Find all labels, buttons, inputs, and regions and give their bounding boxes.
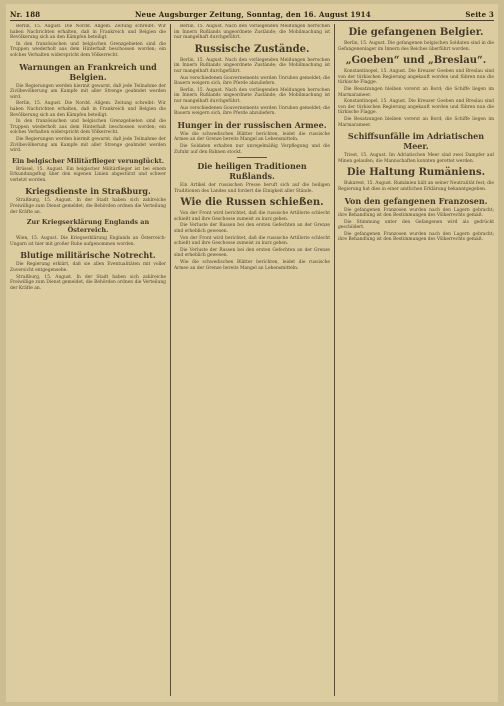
article-paragraph: Die Soldaten erhalten nur unregelmäßig Verpflegung und die Zufuhr auf den Bahnen stockt. — [174, 143, 330, 155]
headline: Ein belgischer Militärflieger verunglückt. — [12, 156, 164, 165]
article-paragraph: Berlin, 15. August. Die Nordd. Allgem. Zeitung schreibt: Wir haben Nachrichten erhalten, daß in Frankreich und Belgien die Bevölkerung sich an den Kämpfen beteiligt. — [10, 101, 166, 118]
column-middle — [174, 24, 330, 696]
column-divider — [334, 24, 335, 696]
article-paragraph: Berlin, 15. August. Die Nordd. Allgem. Zeitung schreibt: Wir haben Nachrichten erhalten, daß in Frankreich und Belgien die Bevölkerung sich an den Kämpfen beteiligt. — [10, 24, 166, 41]
article-paragraph: Die Regierungen werden hiermit gewarnt, daß jede Teilnahme der Zivilbevölkerung am Kampfe mit aller Strenge geahndet werden wird. — [10, 83, 166, 100]
headline: Zur Kriegserklärung Englands an Österreich. — [26, 218, 150, 235]
article-paragraph: Berlin, 15. August. Nach den vorliegenden Meldungen herrschen im Innern Rußlands ungeordnete Zustände; die Mobilmachung ist nur mangelhaft durchgeführt. — [174, 24, 330, 41]
headline: Russische Zustände. — [194, 43, 310, 55]
headline: Die gefangenen Belgier. — [348, 27, 484, 38]
headline: Kriegsdienste in Straßburg. — [25, 186, 151, 197]
headline: Die heiligen Traditionen Rußlands. — [197, 161, 307, 182]
article-paragraph: Wien, 15. August. Die Kriegserklärung Englands an Österreich-Ungarn ist hier mit großer Ruhe aufgenommen worden. — [10, 236, 166, 247]
article-paragraph: Die Besatzungen bleiben vorerst an Bord; die Schiffe liegen im Marmarameer. — [338, 86, 494, 98]
headline: Wie die Russen schießen. — [180, 197, 324, 209]
article-paragraph: In den französischen und belgischen Grenzgebieten sind die Truppen wiederholt aus dem Hinterhalt beschossen worden; ein solches Verhalten widerspricht dem Völkerrecht. — [10, 119, 166, 136]
article-paragraph: Die Verluste der Russen bei den ersten Gefechten an der Grenze sind erheblich gewesen. — [174, 223, 330, 235]
article-paragraph: Die Regierungen werden hiermit gewarnt, daß jede Teilnahme der Zivilbevölkerung am Kampfe mit aller Strenge geahndet werden wird. — [10, 136, 166, 154]
headline: Hunger in der russischen Armee. — [177, 119, 327, 130]
headline: Die Haltung Rumäniens. — [346, 167, 486, 179]
article-paragraph: Aus verschiedenen Gouvernements werden Unruhen gemeldet; die Bauern weigern sich, ihre Pferde abzuliefern. — [174, 75, 330, 87]
article-paragraph: Triest, 15. August. Im Adriatischen Meer sind zwei Dampfer auf Minen gelaufen; die Mannschaften konnten gerettet werden. — [338, 153, 494, 164]
article-paragraph: Berlin, 15. August. Nach den vorliegenden Meldungen herrschen im Innern Rußlands ungeordnete Zustände; die Mobilmachung ist nur mangelhaft durchgeführt. — [174, 57, 330, 74]
masthead-line: Neue Augsburger Zeitung, Sonntag, den 16. August 1914 — [134, 9, 371, 19]
article-paragraph: Ein Artikel der russischen Presse beruft sich auf die heiligen Traditionen des Landes und fordert die Einigkeit aller Stände. — [174, 183, 330, 194]
separator — [237, 157, 267, 158]
article-paragraph: Straßburg, 15. August. In der Stadt haben sich zahlreiche Freiwillige zum Dienst gemeldet; die Behörden ordnen die Verteilung der Kräfte an. — [10, 198, 166, 215]
article-paragraph: Konstantinopel, 15. August. Die Kreuzer Goeben und Breslau sind von der türkischen Regierung angekauft worden und führen nun die türkische Flagge. — [338, 99, 494, 116]
article-paragraph: Die Besatzungen bleiben vorerst an Bord; die Schiffe liegen im Marmarameer. — [338, 116, 494, 128]
article-paragraph: Die Stimmung unter den Gefangenen wird als gedrückt geschildert. — [338, 219, 494, 231]
article-paragraph: In den französischen und belgischen Grenzgebieten sind die Truppen wiederholt aus dem Hinterhalt beschossen worden; ein solches Verhalten widerspricht dem Völkerrecht. — [10, 41, 166, 58]
article-paragraph: Von der Front wird berichtet, daß die russische Artillerie schlecht schießt und ihre Geschosse zumeist zu kurz gehen. — [174, 211, 330, 222]
article-paragraph: Berlin, 15. August. Nach den vorliegenden Meldungen herrschen im Innern Rußlands ungeordnete Zustände; die Mobilmachung ist nur mangelhaft durchgeführt. — [174, 87, 330, 104]
headline: „Goeben“ und „Breslau“. — [345, 55, 487, 67]
article-paragraph: Wie die schwedischen Blätter berichten, leidet die russische Armee an der Grenze bereits Mangel an Lebensmitteln. — [174, 131, 330, 143]
article-paragraph: Brüssel, 15. August. Ein belgischer Militärflieger ist bei einem Erkundungsflug über den eigenen Linien abgestürzt und schwer verletzt worden. — [10, 166, 166, 183]
newspaper-page — [6, 4, 498, 702]
column-right — [338, 24, 494, 696]
article-paragraph: Konstantinopel, 15. August. Die Kreuzer Goeben und Breslau sind von der türkischen Regierung angekauft worden und führen nun die türkische Flagge. — [338, 69, 494, 86]
article-paragraph: Aus verschiedenen Gouvernements werden Unruhen gemeldet; die Bauern weigern sich, ihre Pferde abzuliefern. — [174, 105, 330, 117]
article-paragraph: Berlin, 15. August. Die gefangenen belgischen Soldaten sind in die Gefangenenlager im Innern des Reiches überführt worden. — [338, 41, 494, 52]
headline: Warnungen an Frankreich und Belgien. — [19, 61, 157, 82]
page-header — [10, 8, 494, 21]
column-divider — [170, 24, 171, 696]
headline: Schiffsunfälle im Adriatischen Meer. — [347, 131, 485, 152]
headline: Blutige militärische Notrecht. — [20, 250, 156, 261]
article-paragraph: Die gefangenen Franzosen wurden nach den Lagern gebracht; ihre Behandlung ist den Bestimmungen des Völkerrechts gemäß. — [338, 231, 494, 243]
page-number: Seite 3 — [465, 9, 494, 19]
issue-number: Nr. 188 — [10, 9, 41, 19]
article-paragraph: Die Regierung erklärt, daß sie allen Eventualitäten mit voller Zuversicht entgegensehe. — [10, 262, 166, 274]
article-paragraph: Bukarest, 15. August. Rumänien hält an seiner Neutralität fest; die Regierung hat dies in einer amtlichen Erklärung bekanntgegeben. — [338, 181, 494, 192]
article-paragraph: Wie die schwedischen Blätter berichten, leidet die russische Armee an der Grenze bereits Mangel an Lebensmitteln. — [174, 260, 330, 271]
article-paragraph: Die gefangenen Franzosen wurden nach den Lagern gebracht; ihre Behandlung ist den Bestimmungen des Völkerrechts gemäß. — [338, 207, 494, 219]
article-paragraph: Die Verluste der Russen bei den ersten Gefechten an der Grenze sind erheblich gewesen. — [174, 247, 330, 259]
headline: Von den gefangenen Franzosen. — [344, 195, 488, 206]
column-left — [10, 24, 166, 696]
article-paragraph: Straßburg, 15. August. In der Stadt haben sich zahlreiche Freiwillige zum Dienst gemeldet; die Behörden ordnen die Verteilung der Kräfte an. — [10, 274, 166, 291]
article-paragraph: Von der Front wird berichtet, daß die russische Artillerie schlecht schießt und ihre Geschosse zumeist zu kurz gehen. — [174, 235, 330, 247]
